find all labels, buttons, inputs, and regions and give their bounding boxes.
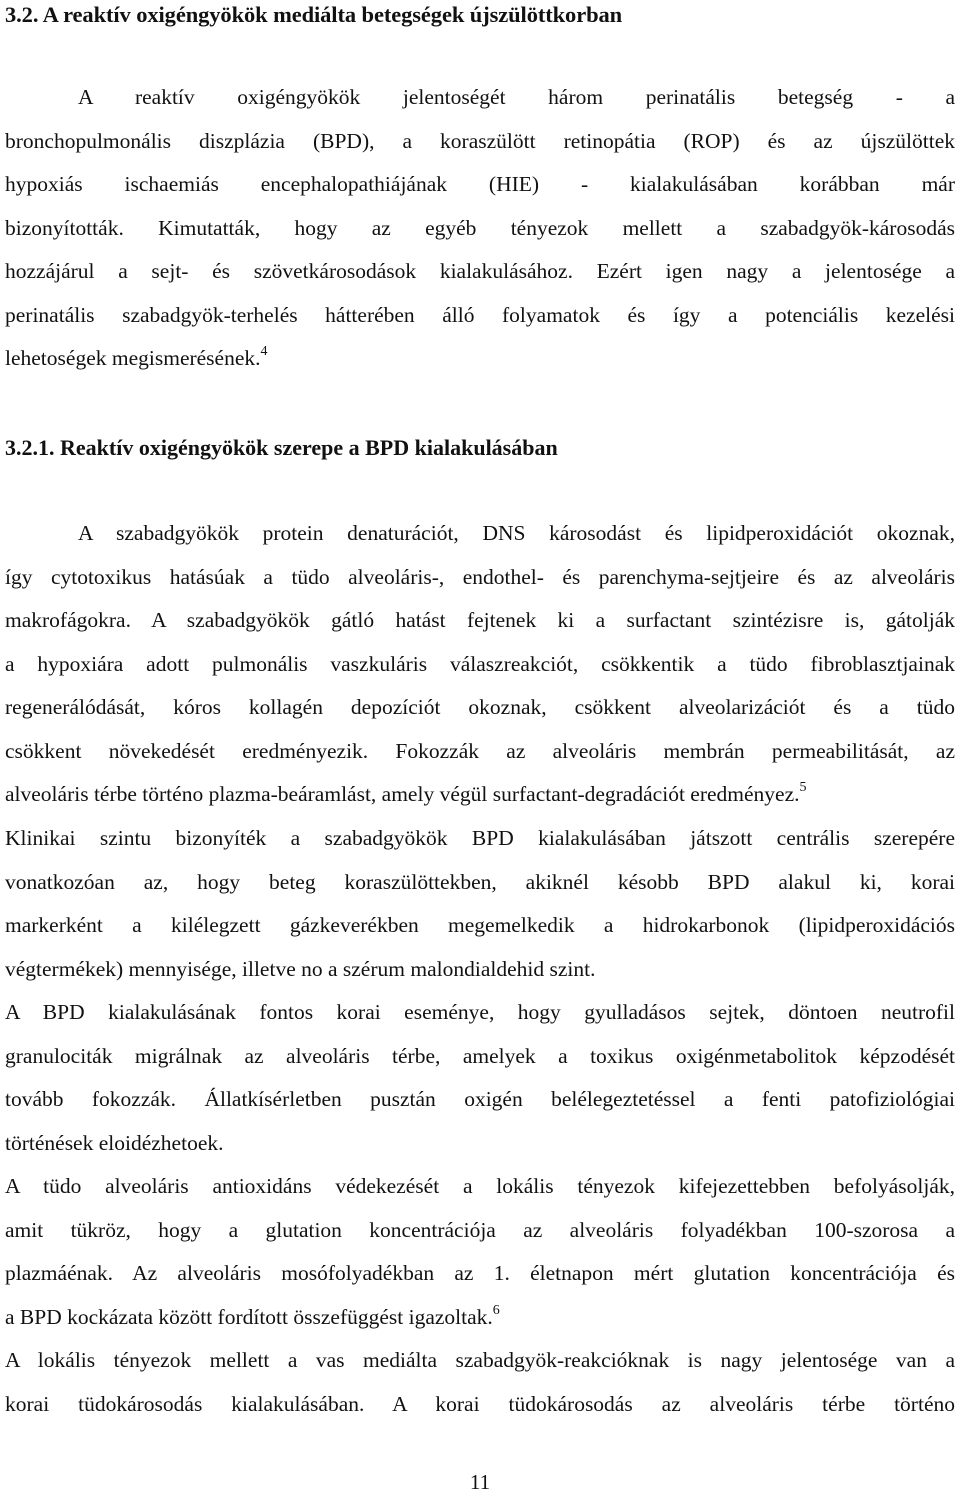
text-line: [5, 337, 955, 381]
paragraph-iron: [5, 1339, 955, 1426]
text-line: plazmáénak. Az alveoláris mosófolyadékban az 1. életnapon mért glutation koncentrációja és: [5, 1261, 955, 1285]
text-line: Klinikai szintu bizonyíték a szabadgyökök BPD kialakulásában játszott centrális szerepére: [5, 826, 955, 850]
text-line: bizonyították. Kimutatták, hogy az egyéb tényezok mellett a szabadgyök-károsodás: [5, 215, 955, 240]
text-line: markerként a kilélegzett gázkeverékben megemelkedik a hidrokarbonok (lipidperoxidációs: [5, 913, 955, 937]
text-line-content: lehetoségek megismerésének.: [5, 346, 261, 370]
subsection-heading: 3.2.1. Reaktív oxigéngyökök szerepe a BPD kialakulásában: [5, 435, 558, 460]
text-line-content: a BPD kockázata között fordított összefüggést igazoltak.: [5, 1304, 493, 1329]
paragraph-clinical-evidence: [5, 817, 955, 991]
text-line: bronchopulmonális diszplázia (BPD), a koraszülött retinopátia (ROP) és az újszülöttek: [5, 128, 955, 153]
text-line: A lokális tényezok mellett a vas mediálta szabadgyök-reakcióknak is nagy jelentosége van a: [5, 1348, 955, 1372]
text-line: történések eloidézhetoek.: [5, 1130, 224, 1155]
text-line: végtermékek) mennyisége, illetve no a szérum malondialdehid szint.: [5, 956, 596, 981]
section-heading: 3.2. A reaktív oxigéngyökök mediálta betegségek újszülöttkorban: [5, 2, 623, 27]
text-line: hozzájárul a sejt- és szövetkárosodások kialakulásához. Ezért igen nagy a jelentosége a: [5, 259, 955, 283]
text-line: A reaktív oxigéngyökök jelentoségét három perinatális betegség - a: [78, 85, 955, 109]
paragraph-bpd-mechanism: [5, 512, 955, 817]
text-line: [5, 1296, 955, 1340]
text-line: tovább fokozzák. Állatkísérletben pusztán oxigén belélegeztetéssel a fenti patofiziológiai: [5, 1087, 955, 1111]
text-line: A szabadgyökök protein denaturációt, DNS károsodást és lipidperoxidációt okoznak,: [78, 521, 955, 545]
text-line: granulociták migrálnak az alveoláris térbe, amelyek a toxikus oxigénmetabolitok képzodését: [5, 1043, 955, 1068]
text-line: korai tüdokárosodás kialakulásában. A korai tüdokárosodás az alveoláris térbe történo: [5, 1391, 955, 1416]
text-line: vonatkozóan az, hogy beteg koraszülöttekben, akiknél késobb BPD alakul ki, korai: [5, 869, 955, 894]
footnote-ref: 6: [492, 1302, 500, 1318]
page-number: 11: [469, 1470, 491, 1494]
paragraph-antioxidant: [5, 1165, 955, 1339]
footnote-ref: 4: [260, 344, 268, 359]
text-line: amit tükröz, hogy a glutation koncentrációja az alveoláris folyadékban 100-szorosa a: [5, 1217, 955, 1242]
text-line: makrofágokra. A szabadgyökök gátló hatást fejtenek ki a surfactant szintézisre is, gátolják: [5, 608, 955, 632]
text-line: így cytotoxikus hatásúak a tüdo alveoláris-, endothel- és parenchyma-sejtjeire és az alveoláris: [5, 564, 955, 589]
text-line: regenerálódását, kóros kollagén depozíciót okoznak, csökkent alveolarizációt és a tüdo: [5, 695, 955, 719]
text-line: A BPD kialakulásának fontos korai eseménye, hogy gyulladásos sejtek, döntoen neutrofil: [5, 1000, 955, 1024]
text-line-content: alveoláris térbe történo plazma-beáramlást, amely végül surfactant-degradációt eredményez.: [5, 782, 800, 806]
text-line: [5, 773, 955, 817]
footnote-ref: 5: [799, 780, 807, 795]
paragraph-intro: [5, 76, 955, 381]
text-line: hypoxiás ischaemiás encephalopathiájának (HIE) - kialakulásában korábban már: [5, 172, 955, 196]
text-line: perinatális szabadgyök-terhelés hátterében álló folyamatok és így a potenciális kezelési: [5, 302, 955, 327]
text-line: a hypoxiára adott pulmonális vaszkuláris válaszreakciót, csökkentik a tüdo fibroblasztjainak: [5, 651, 955, 676]
paragraph-inflammation: [5, 991, 955, 1165]
text-line: A tüdo alveoláris antioxidáns védekezését a lokális tényezok kifejezettebben befolyásolják,: [5, 1174, 955, 1198]
text-line: csökkent növekedését eredményezik. Fokozzák az alveoláris membrán permeabilitását, az: [5, 738, 955, 763]
